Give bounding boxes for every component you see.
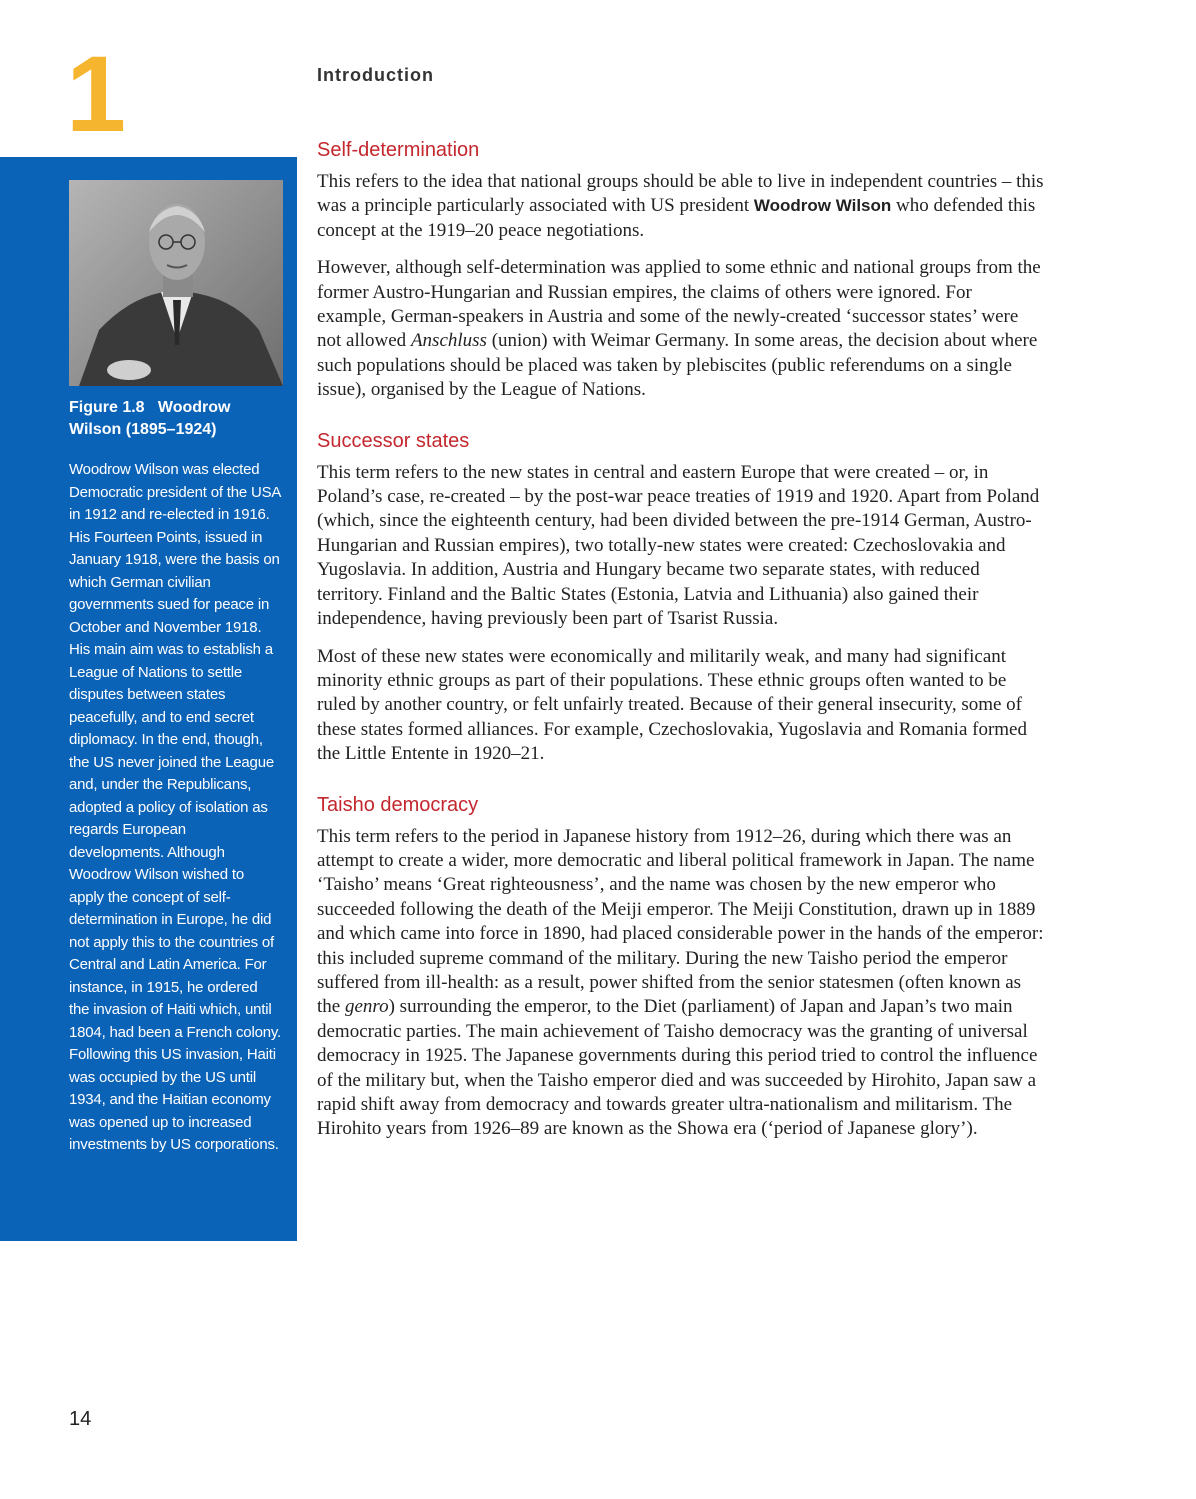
paragraph (317, 825, 1045, 1142)
portrait-photo (69, 180, 283, 386)
term-anschluss: Anschluss (410, 330, 487, 352)
section-self-determination (317, 136, 1045, 403)
sidebar-panel (0, 157, 297, 1241)
sidebar-body-text: Woodrow Wilson was elected Democratic president of the USA in 1912 and re-elected in 1916. His Fourteen Points, issued in January 1918, were the basis on which German civilian governments sued for peace in October and November 1918. His main aim was to establish a League of Nations to settle disputes between states peacefully, and to end secret diplomacy. In the end, though, the US never joined the League and, under the Republicans, adopted a policy of isolation as regards European developments. Although Woodrow Wilson wished to apply the concept of self-determination in Europe, he did not apply this to the countries of Central and Latin America. For instance, in 1915, he ordered the invasion of Haiti which, until 1804, had been a French colony. Following this US invasion, Haiti was occupied by the US until 1934, and the Haitian economy was opened up to increased investments by US corporations. (69, 461, 282, 1153)
paragraph: This term refers to the new states in central and eastern Europe that were created – or, in Poland’s case, re-created – by the post-war peace treaties of 1919 and 1920. Apart from Poland (which, since the eighteenth century, had been divided between the pre-1914 German, Austro-Hungarian and Russian empires), two totally-new states were created: Czechoslovakia and Yugoslavia. In addition, Austria and Hungary became two separate states, with reduced territory. Finland and the Baltic States (Estonia, Latvia and Lithuania) also gained their independence, having previously been part of Tsarist Russia. (317, 461, 1040, 630)
text-span: ) surrounding the emperor, to the Diet (parliament) of Japan and Japan’s two main democratic parties. The main achievement of Taisho democracy was the granting of universal democracy in 1925. The Japanese governments during this period tried to control the influence of the military but, when the Taisho emperor died and was succeeded by Hirohito, Japan saw a rapid shift away from democracy and towards greater ultra-nationalism and militarism. The Hirohito years from 1926–89 are known as the Showa era (‘period of Japanese glory’). (317, 996, 1038, 1140)
main-content (317, 136, 1045, 1166)
figure-label: Figure 1.8 (69, 399, 145, 416)
text-span: This refers to the idea that national groups should be able to live in independent countries – this was a principle particularly associated with US president (317, 171, 1044, 217)
text-span: However, although self-determination was applied to some ethnic and national groups from the former Austro-Hungarian and Russian empires, the claims of others were ignored. For example, German-speakers in Austria and some of the newly-created ‘successor states’ were not allowed (317, 257, 1041, 352)
paragraph: Most of these new states were economically and militarily weak, and many had significant minority ethnic groups as part of their populations. These ethnic groups often wanted to be ruled by another country, or felt unfairly treated. Because of their general insecurity, some of these states formed alliances. For example, Czechoslovakia, Yugoslavia and Romania formed the Little Entente in 1920–21. (317, 645, 1027, 765)
text-span: who defended this concept at the 1919–20 peace negotiations. (317, 195, 1036, 241)
paragraph (317, 256, 1045, 402)
portrait-illustration (69, 180, 283, 386)
paragraph (317, 170, 1045, 243)
figure-caption (69, 397, 279, 441)
section-header: Introduction (317, 65, 434, 85)
page-number: 14 (69, 1408, 92, 1430)
text-span: (union) with Weimar Germany. In some areas, the decision about where such populations should be placed was taken by plebiscites (public referendums on a single issue), organised by the League of Nations. (317, 330, 1038, 401)
section-successor-states (317, 427, 1045, 767)
heading-successor-states: Successor states (317, 429, 470, 452)
text-span: This term refers to the period in Japanese history from 1912–26, during which there was an attempt to create a wider, more democratic and liberal political framework in Japan. The name ‘Taisho’ means ‘Great righteousness’, and the name was chosen by the new emperor who succeeded following the death of the Meiji emperor. The Meiji Constitution, drawn up in 1889 and which came into force in 1890, had placed considerable power in the hands of the emperor: this included supreme command of the military. During the new Taisho period the emperor suffered from ill-health: as a result, power shifted from the senior statesmen (often known as the (317, 825, 1044, 1018)
heading-self-determination: Self-determination (317, 139, 480, 161)
key-term-woodrow-wilson: Woodrow Wilson (753, 196, 892, 216)
heading-taisho-democracy: Taisho democracy (317, 793, 479, 816)
term-genro: genro (344, 996, 389, 1018)
section-taisho-democracy (317, 791, 1045, 1142)
figure-caption-text: Woodrow Wilson (1895–1924) (69, 399, 231, 438)
chapter-number: 1 (66, 33, 127, 154)
